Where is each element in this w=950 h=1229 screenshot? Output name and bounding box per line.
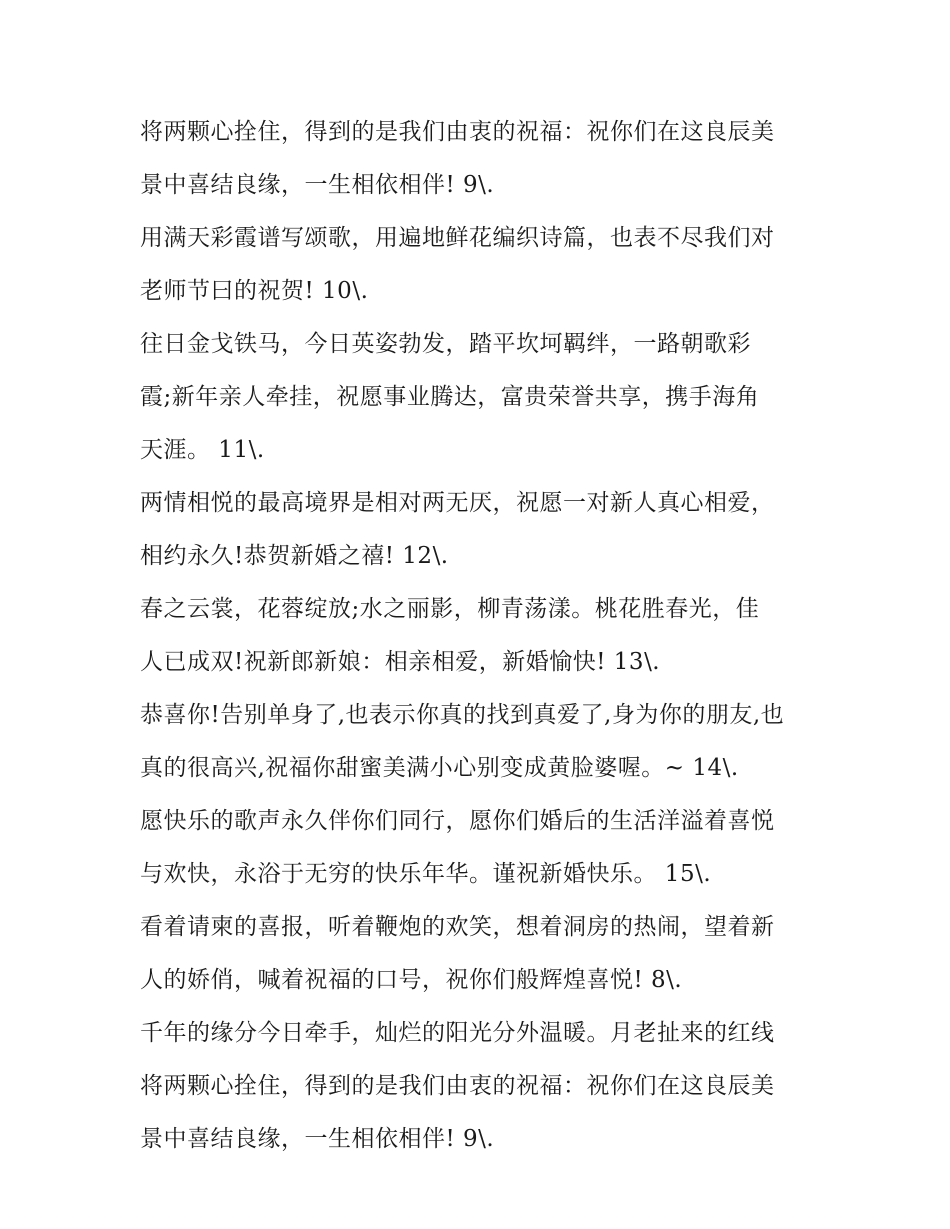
text-line: 真的很高兴,祝福你甜蜜美满小心别变成黄脸婆喔。~ 14\. xyxy=(140,755,739,781)
text-line: 看着请柬的喜报，听着鞭炮的欢笑，想着洞房的热闹，望着新 xyxy=(140,914,775,940)
text-line: 千年的缘分今日牵手，灿烂的阳光分外温暖。月老扯来的红线 xyxy=(140,1020,775,1046)
text-line: 人已成双!祝新郎新娘：相亲相爱，新婚愉快! 13\. xyxy=(140,649,661,675)
text-line: 人的娇俏，喊着祝福的口号，祝你们般辉煌喜悦! 8\. xyxy=(140,967,683,993)
text-line: 将两颗心拴住，得到的是我们由衷的祝福：祝你们在这良辰美 xyxy=(140,1073,775,1099)
text-line: 两情相悦的最高境界是相对两无厌，祝愿一对新人真心相爱， xyxy=(140,490,775,516)
text-line: 用满天彩霞谱写颂歌，用遍地鲜花编织诗篇，也表不尽我们对 xyxy=(140,225,775,251)
text-line: 与欢快，永浴于无穷的快乐年华。谨祝新婚快乐。 15\. xyxy=(140,861,712,887)
text-line: 愿快乐的歌声永久伴你们同行，愿你们婚后的生活洋溢着喜悦 xyxy=(140,808,775,834)
text-line: 春之云裳，花蓉绽放;水之丽影，柳青荡漾。桃花胜春光，佳 xyxy=(140,596,760,622)
text-line: 景中喜结良缘，一生相依相伴! 9\. xyxy=(140,1126,495,1152)
text-line: 老师节曰的祝贺! 10\. xyxy=(140,278,369,304)
text-line: 恭喜你!告别单身了,也表示你真的找到真爱了,身为你的朋友,也 xyxy=(140,702,785,728)
text-line: 霞;新年亲人牵挂，祝愿事业腾达，富贵荣誉共享，携手海角 xyxy=(140,384,760,410)
text-line: 天涯。 11\. xyxy=(140,437,265,463)
text-line: 相约永久!恭贺新婚之禧! 12\. xyxy=(140,543,449,569)
text-line: 往日金戈铁马，今日英姿勃发，踏平坎坷羁绊，一路朝歌彩 xyxy=(140,331,751,357)
document-body xyxy=(140,106,840,1166)
text-line: 将两颗心拴住，得到的是我们由衷的祝福：祝你们在这良辰美 xyxy=(140,119,775,145)
text-line: 景中喜结良缘，一生相依相伴! 9\. xyxy=(140,172,495,198)
